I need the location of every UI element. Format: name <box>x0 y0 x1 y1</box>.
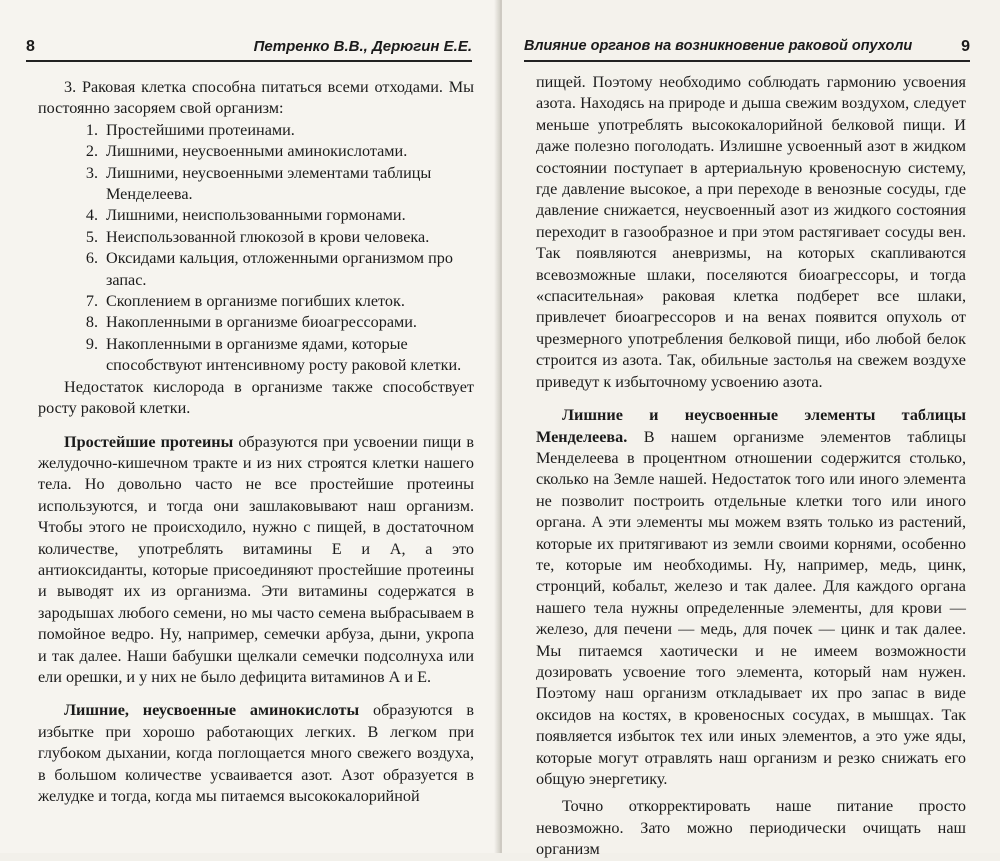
list-number: 6. <box>85 249 98 268</box>
list-text: Оксидами кальция, отложенными организмом про запас. <box>106 249 453 289</box>
list-text: Неиспользованной глюкозой в крови человека. <box>106 227 430 246</box>
elements-paragraph <box>536 405 966 790</box>
running-head-chapter: Влияние органов на возникновение раковой опухоли <box>524 38 913 54</box>
elements-heading: Лишние и неусвоенные элементы таблицы Менделеева. <box>536 406 966 446</box>
page-number: 8 <box>26 38 35 55</box>
amino-paragraph <box>38 700 474 807</box>
list-item <box>38 248 474 291</box>
list-number: 3. <box>85 163 98 182</box>
right-page <box>502 0 1000 859</box>
proteins-heading: Простейшие протеины <box>64 432 234 451</box>
list-item <box>38 227 474 248</box>
list-number: 2. <box>85 142 98 161</box>
list-item <box>38 205 474 226</box>
list-number: 9. <box>85 334 98 353</box>
list-item <box>38 312 474 333</box>
list-text: Скоплением в организме погибших клеток. <box>106 292 405 311</box>
list-number: 5. <box>85 227 98 246</box>
list-number: 8. <box>85 313 98 332</box>
left-page-header <box>26 36 472 62</box>
right-page-header <box>524 36 970 62</box>
list-item <box>38 334 474 377</box>
proteins-text: образуются при усвоении пищи в желудочно-кишечном тракте и из них строятся клетки нашего тела. Но довольно часто не все простейшие протеины используются, и тогда они зашлаковывают наш организм. Чтобы этого не происходило, нужно с пищей, в достаточном количестве, употреблять витамины Е и А, а это антиоксиданты, которые присоединяют простейшие протеины и выводят их из организма. Эти витамины содержатся в зародышах любого семени, но мы часто семена выбрасываем в помойное ведро. Ну, например, семечки арбуза, дыни, укропа и так далее. Наши бабушки щелкали семечки подсолнуха или ели орешки, и у них не было дефицита витаминов А и Е. <box>38 432 474 686</box>
running-head-authors: Петренко В.В., Дерюгин Е.Е. <box>253 38 472 55</box>
list-number: 4. <box>85 206 98 225</box>
list-text: Лишними, неусвоенными аминокислотами. <box>106 142 408 161</box>
list-text: Простейшими протеинами. <box>106 120 295 139</box>
list-text: Лишними, неиспользованными гормонами. <box>106 206 406 225</box>
proteins-paragraph <box>38 432 474 689</box>
list-item <box>38 291 474 312</box>
list-number: 1. <box>85 120 98 139</box>
right-page-body <box>536 72 966 861</box>
continued-paragraph: пищей. Поэтому необходимо соблюдать гармонию усвоения азота. Находясь на природе и дыша свежим воздухом, следует меньше употреблять высококалорийной белковой пищи. И даже полезно поголодать. Излишне усвоенный азот в жидком состоянии поступает в артериальную кровеносную систему, где давление высокое, а при переходе в венозные сосуды, где давление снижается, неусвоенный азот из жидкого состояния переходит в газообразное и при этом растягивает сосуды вен. Так появляются аневризмы, на которых скапливаются всевозможные шлаки, поселяются биоагрессоры, и тогда «спасительная» раковая клетка подберет все шлаки, привлечет биоагрессоров и на венах появится опухоль от чрезмерного употребления белковой пищи, ибо любой белок строится из азота. Так, обильные застолья на свежем воздухе приведут к избыточному усвоению азота. <box>536 73 966 391</box>
last-paragraph: Точно откорректировать наше питание просто невозможно. Зато можно периодически очищать наш организм <box>536 797 966 859</box>
oxygen-paragraph: Недостаток кислорода в организме также способствует росту раковой клетки. <box>38 377 474 418</box>
list-item <box>38 120 474 141</box>
list-number: 7. <box>85 292 98 311</box>
list-text: Накопленными в организме биоагрессорами. <box>106 313 417 332</box>
list-item <box>38 141 474 162</box>
list-item <box>38 163 474 206</box>
page-number: 9 <box>961 38 970 55</box>
list-text: Лишними, неусвоенными элементами таблицы Менделеева. <box>106 163 432 204</box>
amino-heading: Лишние, неусвоенные аминокислоты <box>64 701 360 720</box>
left-page-body <box>38 77 474 807</box>
amino-text: образуются в избытке при хорошо работающих легких. В легком при глубоком дыхании, когда поглощается много свежего воздуха, в большом количестве усваивается азот. Азот образуется в желудке и тогда, когда мы питаемся высококалорийной <box>38 701 474 805</box>
list-text: Накопленными в организме ядами, которые способствуют интенсивному росту раковой клетки. <box>106 334 462 375</box>
intro-paragraph: 3. Раковая клетка способна питаться всеми отходами. Мы постоянно засоряем свой организм: <box>38 78 474 118</box>
waste-list <box>38 120 474 377</box>
elements-text: В нашем организме элементов таблицы Менделеева в процентном отношении содержится столько, сколько на Земле нашей. Недостаток того или иного элемента не позволит построить отдельные клетки того или иного органа. А эти элементы мы можем взять только из растений, которые их притягивают из земли своими корнями, особенно те, которые им необходимы. Ну, например, медь, цинк, стронций, кобальт, железо и так далее. Для каждого органа нашего тела нужны определенные элементы, для крови — железо, для печени — медь, для почек — цинк и так далее. Мы питаемся хаотически и не имеем возможности дозировать усвоение того элемента, который нам нужен. Поэтому наш организм откладывает их про запас в виде оксидов на костях, в кровеносных сосудах, в мышцах. Так появляется избыток тех или иных элементов, а это уже яды, которые могут отравлять наш организм и резко снижать его общую энергетику. <box>536 427 966 788</box>
left-page <box>0 0 498 853</box>
